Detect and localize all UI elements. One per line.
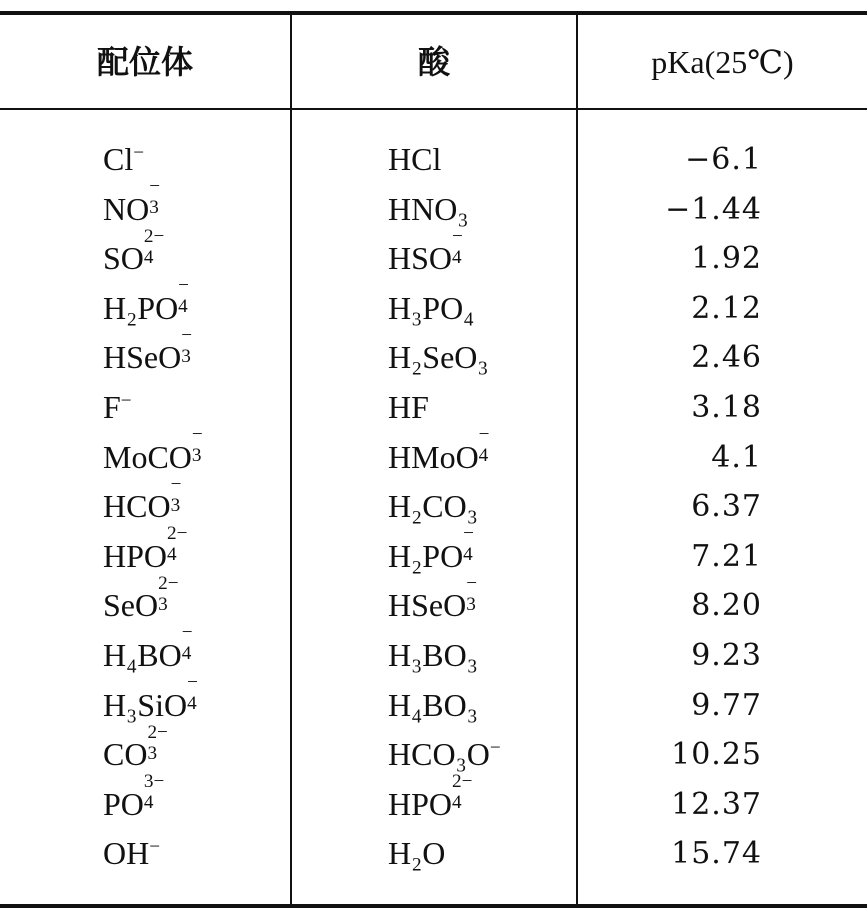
header-acid: 酸 [417,43,450,81]
ligand-cell [103,771,173,830]
ligand-cell [103,424,208,483]
ligand-charge: − [191,424,203,446]
acid-base: HSeO [388,587,467,624]
pka-cell: 2.12 [691,290,762,326]
acid-charge: 2− [452,771,473,793]
ligand-base: F [103,388,121,425]
ligand-charge: − [133,142,145,164]
acid-base: H₃BO₃ [388,636,478,673]
acid-subscript: 4 [452,792,462,814]
acid-base: H₂PO [388,537,464,574]
header-ligand: 配位体 [96,43,193,81]
table-row [0,424,867,483]
pka-cell: 12.37 [671,786,762,822]
pka-cell: 15.74 [671,836,762,872]
table-row [0,622,867,681]
acid-subscript: 4 [452,246,462,268]
acid-cell [388,631,478,681]
ligand-charge: 3− [143,771,165,793]
ligand-charge: − [187,671,198,693]
table-row [0,829,867,879]
pka-cell: 3.18 [691,389,762,425]
acid-base: H₂O [388,835,446,872]
acid-subscript: 3 [466,593,476,615]
ligand-base: OH [103,835,150,872]
ligand-base: Cl [103,141,134,177]
table-row [0,275,867,334]
ligand-base: H₄BO [103,636,182,673]
acid-cell [388,829,445,879]
ligand-charge: − [149,176,161,198]
ligand-cell [103,572,187,631]
ligand-subscript: 3 [181,345,191,367]
ligand-cell [103,721,176,780]
acid-base: H₂CO₃ [388,488,478,525]
pka-cell: −1.44 [665,191,762,227]
ligand-charge: − [170,473,182,495]
acid-subscript: 4 [463,544,473,566]
ligand-cell [103,829,160,879]
ligand-cell [103,383,132,433]
ligand-charge: 2− [143,225,165,247]
table-row [0,771,867,830]
table-row [0,523,867,582]
ligand-charge: − [178,275,189,297]
pka-cell: 8.20 [691,588,762,624]
acid-cell [388,572,482,631]
acid-cell [388,383,429,433]
ligand-subscript: 4 [187,693,197,715]
ligand-subscript: 4 [143,792,154,814]
acid-base: HPO [388,785,453,822]
acid-base: HCl [388,141,442,177]
ligand-subscript: 4 [167,544,177,566]
ligand-base: SeO [103,587,159,624]
ligand-base: HPO [103,537,168,574]
acid-cell [388,284,474,334]
acid-charge: − [489,737,501,759]
acid-base: HSO [388,240,453,277]
ligand-charge: − [120,390,132,412]
pka-cell: 9.77 [691,687,762,723]
table-row [0,473,867,532]
acid-charge: − [463,523,474,545]
pka-cell: 6.37 [691,489,762,525]
acid-base: HF [388,388,429,425]
ligand-subscript: 3 [191,445,202,467]
acid-cell [388,225,468,284]
pka-cell: −6.1 [685,142,762,177]
ligand-base: CO [103,736,148,773]
acid-charge: − [452,225,463,247]
ligand-base: HCO [103,488,171,525]
ligand-cell [103,622,198,681]
pka-cell: 1.92 [691,241,762,277]
ligand-subscript: 4 [181,643,192,665]
pka-cell: 9.23 [691,637,762,673]
ligand-cell [103,135,144,185]
header-pka: pKa(25℃) [651,44,794,80]
ligand-charge: − [181,324,193,346]
acid-cell [388,424,495,483]
table-header-rule [0,108,867,110]
table-row [0,671,867,731]
ligand-subscript: 4 [178,296,188,318]
ligand-subscript: 3 [147,742,158,764]
ligand-charge: − [149,836,161,858]
acid-cell [388,771,481,830]
pka-cell: 2.46 [691,340,762,376]
table-row [0,383,867,433]
ligand-base: MoCO [103,438,192,475]
ligand-base: PO [103,785,144,822]
acid-subscript: 4 [478,445,489,467]
ligand-subscript: 3 [149,197,159,219]
ligand-cell [103,225,173,284]
ligand-charge: 2− [147,721,168,743]
ligand-base: H₂PO [103,289,179,326]
pka-cell: 7.21 [691,538,762,574]
ligand-base: H₃SiO [103,686,188,723]
table-row [0,225,867,284]
acid-base: H₄BO₃ [388,686,478,723]
acid-base: H₂SeO₃ [388,339,489,376]
ligand-subscript: 4 [143,246,154,268]
pka-cell: 4.1 [711,439,762,475]
ligand-cell [103,324,197,383]
ligand-base: HSeO [103,339,182,376]
ligand-base: NO [103,190,150,227]
table-row [0,572,867,631]
ligand-cell [103,523,196,582]
acid-cell [388,135,441,185]
table-bottom-rule [0,904,867,908]
ligand-subscript: 3 [158,593,168,615]
pka-cell: 10.25 [671,737,762,773]
ligand-base: SO [103,240,144,277]
acid-cell [388,681,478,731]
acid-base: H₃PO₄ [388,289,475,326]
ligand-charge: 2− [167,523,188,545]
acid-base: HCO₃O [388,736,490,773]
table-row [0,721,867,780]
table-row [0,176,867,235]
acid-charge: − [478,424,490,446]
ligand-charge: 2− [158,572,179,594]
table-top-rule [0,11,867,15]
acid-base: HMoO [388,438,479,475]
acid-cell [388,730,501,780]
acid-cell [388,333,489,383]
table-body [0,135,867,879]
ligand-charge: − [181,622,193,644]
acid-charge: − [466,572,478,594]
table-row [0,135,867,185]
acid-base: HNO₃ [388,190,469,227]
table-row [0,324,867,383]
ligand-subscript: 3 [170,494,181,516]
